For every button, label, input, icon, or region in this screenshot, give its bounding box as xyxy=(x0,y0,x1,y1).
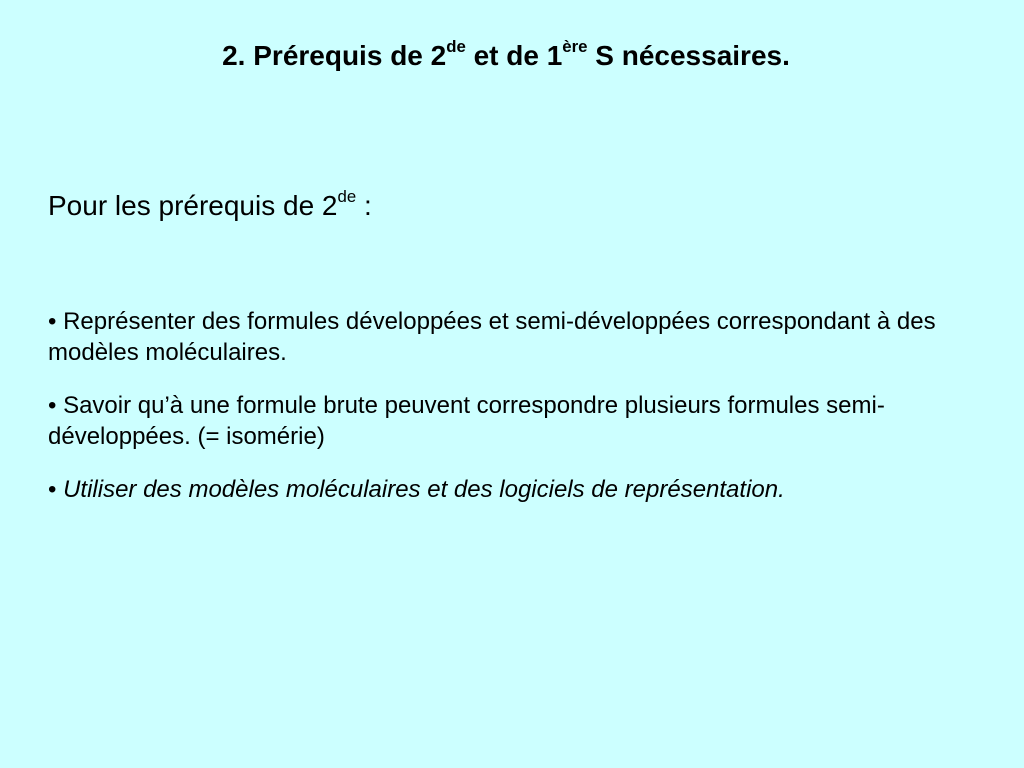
title-superscript-ere: ère xyxy=(562,37,588,57)
bullet-symbol: • xyxy=(48,476,57,503)
title-part-3: S nécessaires. xyxy=(587,40,790,71)
slide-title xyxy=(0,36,1012,76)
bullet-symbol: • xyxy=(48,392,57,419)
title-superscript-de: de xyxy=(446,37,466,57)
bullet-text: Représenter des formules développées et semi-développées correspondant à des modèles moléculaires. xyxy=(48,308,936,366)
title-part-2: et de 1 xyxy=(465,40,563,71)
title-part-1: 2. Prérequis de 2 xyxy=(222,40,447,71)
bullet-item xyxy=(48,390,988,452)
bullet-text: Savoir qu’à une formule brute peuvent correspondre plusieurs formules semi-développées. (= isomérie) xyxy=(48,392,885,450)
section-heading-text: Pour les prérequis de 2 xyxy=(48,190,338,221)
bullet-item xyxy=(48,306,988,368)
section-heading-superscript: de xyxy=(337,187,357,207)
bullet-item xyxy=(48,474,988,505)
bullet-text: Utiliser des modèles moléculaires et des logiciels de représentation. xyxy=(63,476,785,503)
bullet-symbol: • xyxy=(48,308,57,335)
section-heading xyxy=(48,186,372,226)
section-heading-suffix: : xyxy=(356,190,372,221)
bullet-list xyxy=(48,306,988,527)
